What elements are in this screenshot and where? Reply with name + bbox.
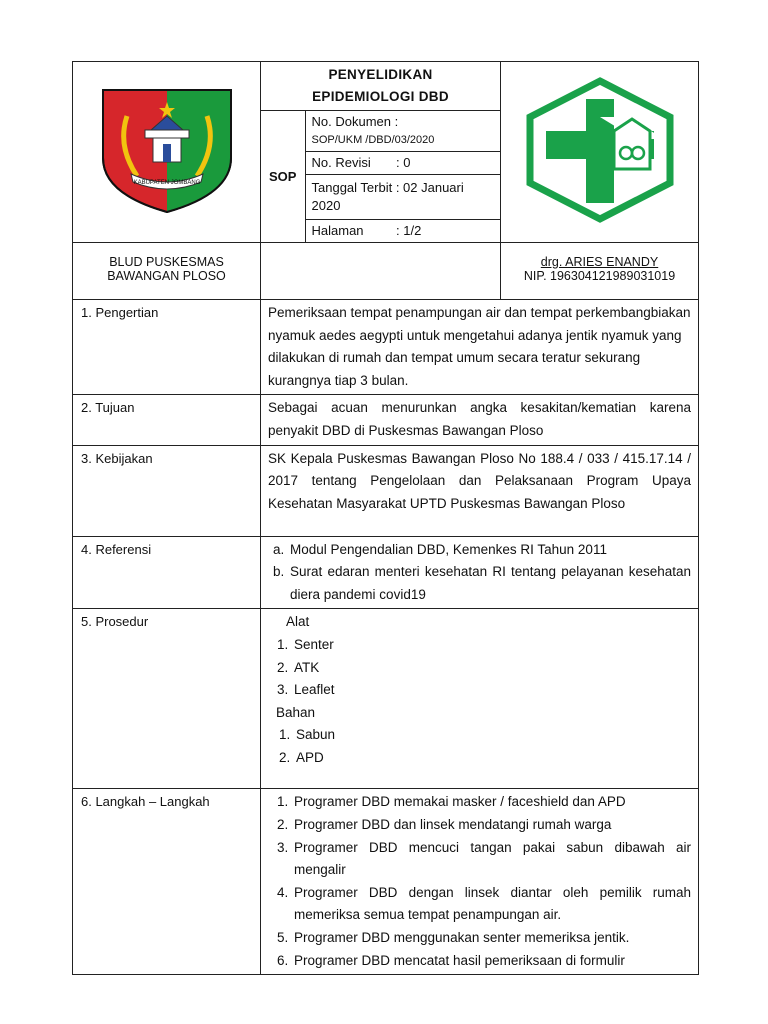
list-item: 3. Programer DBD mencuci tangan pakai sabun dibawah air mengalir bbox=[292, 837, 691, 882]
list-item: 1. Programer DBD memakai masker / faceshield dan APD bbox=[292, 791, 691, 814]
doc-number-label: No. Dokumen : bbox=[311, 114, 399, 129]
regency-logo-text: KABUPATEN JOMBANG bbox=[133, 179, 200, 186]
signer-nip: NIP. 196304121989031019 bbox=[523, 269, 676, 283]
alat-list bbox=[268, 634, 691, 702]
list-item: 1. Sabun bbox=[294, 724, 691, 747]
title-line-1: PENYELIDIKAN bbox=[328, 67, 433, 82]
referensi-label: 4. Referensi bbox=[73, 536, 261, 609]
title-line-2: EPIDEMIOLOGI DBD bbox=[312, 89, 449, 104]
sop-table bbox=[72, 61, 699, 975]
pengertian-text: Pemeriksaan tempat penampungan air dan tempat perkembangbiakan nyamuk aedes aegypti untuk mengetahui adanya jentik nyamuk yang dilakukan di rumah dan tempat umum secara teratur sekurang kurangnya tiap 3 bulan. bbox=[261, 300, 699, 395]
pengertian-label: 1. Pengertian bbox=[73, 300, 261, 395]
signature-blank-cell bbox=[261, 243, 501, 300]
list-item: 2. ATK bbox=[292, 657, 691, 680]
doc-number-field bbox=[305, 111, 500, 152]
prosedur-cell bbox=[261, 609, 699, 789]
revision-field: No. Revisi : 0 bbox=[305, 152, 500, 175]
alat-heading: Alat bbox=[286, 614, 310, 630]
tujuan-label: 2. Tujuan bbox=[73, 395, 261, 445]
list-item: 6. Programer DBD mencatat hasil pemeriksaan di formulir bbox=[292, 950, 691, 973]
referensi-list-cell bbox=[261, 536, 699, 609]
issue-date-line-1: Tanggal Terbit : 02 Januari bbox=[311, 180, 464, 195]
list-item: 2. Programer DBD dan linsek mendatangi rumah warga bbox=[292, 814, 691, 837]
signer-cell bbox=[501, 243, 699, 300]
title-block bbox=[261, 62, 501, 243]
list-item: 3. Leaflet bbox=[292, 679, 691, 702]
issue-date-line-2: 2020 bbox=[311, 198, 341, 213]
langkah-label: 6. Langkah – Langkah bbox=[73, 789, 261, 975]
org-line-2: BAWANGAN PLOSO bbox=[107, 269, 226, 283]
puskesmas-logo-cell bbox=[501, 62, 699, 243]
org-line-1: BLUD PUSKESMAS bbox=[109, 255, 224, 269]
langkah-list bbox=[268, 791, 691, 972]
page-field: Halaman : 1/2 bbox=[305, 220, 500, 243]
sop-label: SOP bbox=[261, 111, 305, 242]
langkah-cell bbox=[261, 789, 699, 975]
prosedur-label: 5. Prosedur bbox=[73, 609, 261, 789]
list-item: b. Surat edaran menteri kesehatan RI tentang pelayanan kesehatan diera pandemi covid19 bbox=[288, 561, 691, 606]
organization-cell bbox=[73, 243, 261, 300]
regency-crest-icon bbox=[97, 86, 237, 214]
referensi-list bbox=[268, 539, 691, 607]
list-item: 2. APD bbox=[294, 747, 691, 770]
regency-logo-cell bbox=[73, 62, 261, 243]
kebijakan-text: SK Kepala Puskesmas Bawangan Ploso No 188.4 / 033 / 415.17.14 / 2017 tentang Pengelolaan dan Pelaksanaan Program Upaya Kesehatan Masyarakat UPTD Puskesmas Bawangan Ploso bbox=[261, 445, 699, 536]
bahan-list bbox=[268, 724, 691, 769]
list-item: a. Modul Pengendalian DBD, Kemenkes RI Tahun 2011 bbox=[288, 539, 691, 562]
list-item: 1. Senter bbox=[292, 634, 691, 657]
list-item: 5. Programer DBD menggunakan senter memeriksa jentik. bbox=[292, 927, 691, 950]
signer-name: drg. ARIES ENANDY bbox=[540, 255, 659, 269]
doc-number-value: SOP/UKM /DBD/03/2020 bbox=[311, 134, 435, 146]
issue-date-field bbox=[305, 175, 500, 220]
list-item: 4. Programer DBD dengan linsek diantar oleh pemilik rumah memeriksa semua tempat penampungan air. bbox=[292, 882, 691, 927]
tujuan-text: Sebagai acuan menurunkan angka kesakitan/kematian karena penyakit DBD di Puskesmas Bawangan Ploso bbox=[261, 395, 699, 445]
bahan-heading: Bahan bbox=[276, 704, 316, 720]
kebijakan-label: 3. Kebijakan bbox=[73, 445, 261, 536]
puskesmas-logo-icon bbox=[520, 77, 680, 223]
sop-document bbox=[72, 61, 698, 975]
